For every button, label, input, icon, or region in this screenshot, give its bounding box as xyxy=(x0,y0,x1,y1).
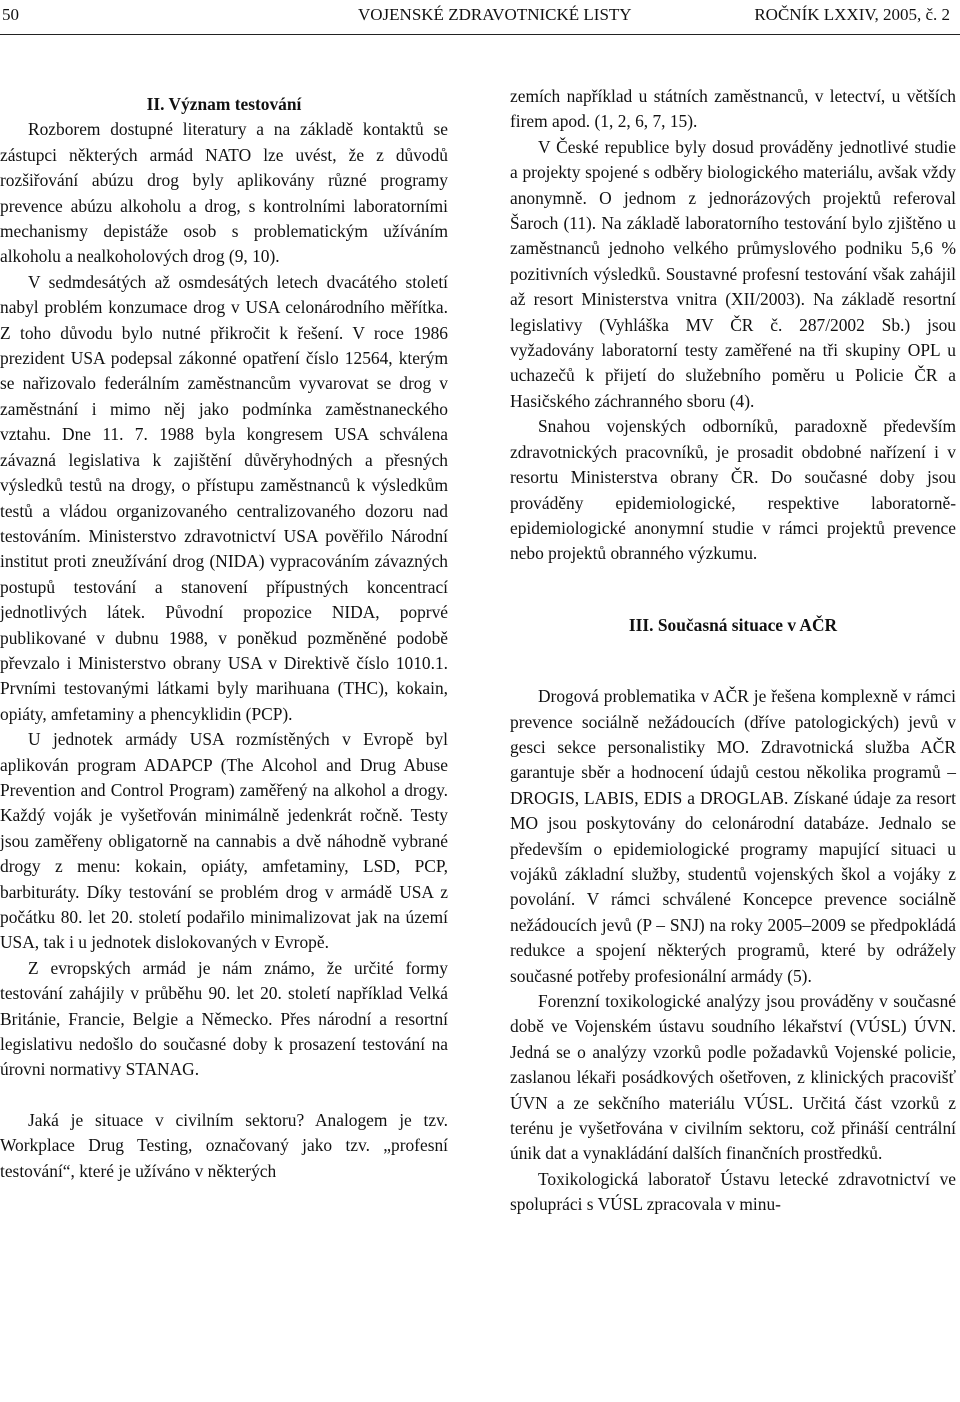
paragraph: Forenzní toxikologické analýzy jsou prováděny v současné době ve Vojenském ústavu soudního lékařství (VÚSL) ÚVN. Jedná se o analýzy vzorků podle požadavků Vojenské policie, zaslanou lékaři posádkových ošetřoven, z klinických pracovišť ÚVN a ze sekčního materiálu VÚSL. Určitá část vzorků z terénu je vyšetřována v civilním sektoru, což přináší centrální únik dat a vynakládání dalších finančních prostředků. xyxy=(510,991,956,1164)
paragraph: Snahou vojenských odborníků, paradoxně především zdravotnických pracovníků, je prosadit obdobné nařízení i v resortu Ministerstva obrany ČR. Do současné doby jsou prováděny epidemiologické, respektive laboratorně-epidemiologické anonymní studie v rámci projektů prevence nebo projektů obranného výzkumu. xyxy=(510,416,956,564)
paragraph: Drogová problematika v AČR je řešena komplexně v rámci prevence sociálně nežádoucích (dříve patologických) jevů v gesci sekce personalistiky MO. Zdravotnická služba AČR garantuje sběr a hodnocení údajů cestou několika programů – DROGIS, LABIS, EDIS a DROGLAB. Získané údaje za resort MO jsou poskytovány do celonárodní databáze. Jednalo se především o epidemiologické programy mapující situaci u vojáků základní služby, studentů vojenských škol a vojáky z povolání. V rámci schválené Koncepce prevence sociálně nežádoucích jevů (P – SNJ) na roky 2005–2009 se předpokládá redukce a spojení některých programů, které by odrážely současné potřeby profesionální armády (5). xyxy=(510,686,956,986)
spacer xyxy=(0,1083,448,1108)
section-title-ii: II. Význam testování xyxy=(146,94,302,114)
paragraph: Rozborem dostupné literatury a na základě kontaktů se zástupci některých armád NATO lze uvést, že z důvodů rozšiřování abúzu drog byly aplikovány různé programy prevence abúzu alkoholu a drog, s kontrolními laboratorními mechanismy depistáže osob s problematickým užíváním alkoholu a nealkoholových drog (9, 10). xyxy=(0,119,448,267)
left-column xyxy=(0,92,448,1184)
paragraph: Toxikologická laboratoř Ústavu letecké zdravotnictví ve spolupráci s VÚSL zpracovala v minu- xyxy=(510,1168,956,1215)
section-title-iii: III. Současná situace v AČR xyxy=(628,614,838,635)
spacer xyxy=(510,638,956,684)
right-column xyxy=(510,84,956,1218)
spacer xyxy=(510,567,956,613)
page-number: 50 xyxy=(2,5,19,24)
paragraph: Z evropských armád je nám známo, že určité formy testování zahájily v průběhu 90. let 20. století například Velká Británie, Francie, Belgie a Německo. Přes národní a resortní legislativu nedošlo do současné doby k prosazení testování na úrovni normativy STANAG. xyxy=(0,957,448,1080)
paragraph: Jaká je situace v civilním sektoru? Analogem je tzv. Workplace Drug Testing, označovaný jako tzv. „profesní testování“, které je užíváno v některých xyxy=(0,1109,448,1181)
paragraph-continuation: zemích například u státních zaměstnanců, v letectví, u větších firem apod. (1, 2, 6, 7, 15). xyxy=(510,86,956,132)
journal-title: VOJENSKÉ ZDRAVOTNICKÉ LISTY xyxy=(358,5,632,24)
paragraph: U jednotek armády USA rozmístěných v Evropě byl aplikován program ADAPCP (The Alcohol and Drug Abuse Prevention and Control Program) zaměřený na alkohol a drogy. Každý voják je vyšetřován minimálně jedenkrát ročně. Testy jsou zaměřeny obligatorně na cannabis a dvě náhodně vybrané drogy z menu: kokain, opiáty, amfetaminy, LSD, PCP, barbituráty. Díky testování se problém drog v armádě USA z počátku 80. let 20. století podařilo minimalizovat jak na území USA, tak i u jednotek dislokovaných v Evropě. xyxy=(0,729,448,953)
paragraph: V sedmdesátých až osmdesátých letech dvacátého století nabyl problém konzumace drog v USA celonárodního měřítka. Z toho důvodu bylo nutné přikročit k řešení. V roce 1986 prezident USA podepsal zákonné opatření číslo 12564, kterým se nařizovalo federálním zaměstnancům vyvarovat se drog v zaměstnání i mimo něj jako podmínka zaměstnaneckého vztahu. Dne 11. 7. 1988 byla kongresem USA schválena závazná legislativa k zajištění důvěryhodných a přesných výsledků testů na drogy, o přístupu zaměstnanců k výsledkům testů a vládou organizovaného centralizovaného dozoru nad testováním. Ministerstvo zdravotnictví USA pověřilo Národní institut proti zneužívání drog (NIDA) vypracováním závazných postupů testování a stanovení přípustných koncentrací jednotlivých látek. Původní propozice NIDA, poprvé publikované v dubnu 1988, v poněkud pozměněné podobě převzalo i Ministerstvo obrany USA v Direktivě číslo 1010.1. Prvními testovanými látkami byly marihuana (THC), kokain, opiáty, amfetaminy a phencyklidin (PCP). xyxy=(0,271,448,724)
running-header xyxy=(0,0,960,35)
issue-info: ROČNÍK LXXIV, 2005, č. 2 xyxy=(754,5,950,24)
paragraph: V České republice byly dosud prováděny jednotlivé studie a projekty spojené s odběry biologického materiálu, avšak vždy anonymně. O jednom z jednorázových projektů referoval Šaroch (11). Na základě laboratorního testování bylo zjištěno u zaměstnanců jednoho velkého průmyslového podniku 5,6 % pozitivních výsledků. Soustavné profesní testování však zahájil až resort Ministerstva vnitra (XII/2003). Na základě resortní legislativy (Vyhláška MV ČR č. 287/2002 Sb.) jsou vyžadovány laboratorní testy zaměřené na tři skupiny OPL u uchazečů k přijetí do služebního poměru u Policie ČR a Hasičského záchranného sboru (4). xyxy=(510,136,956,411)
